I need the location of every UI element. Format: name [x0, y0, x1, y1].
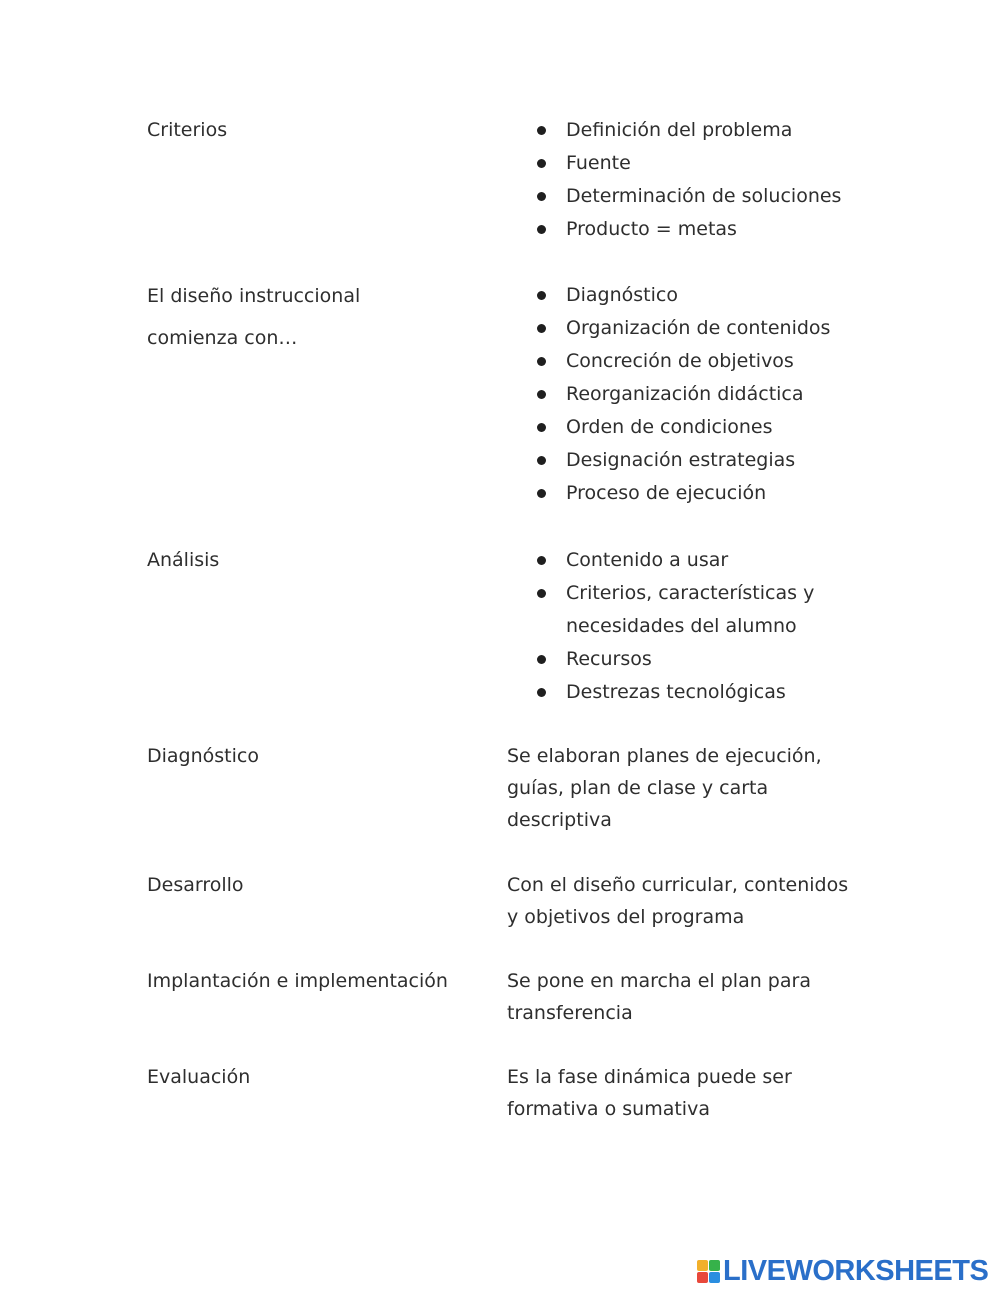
bullet-icon: [537, 556, 546, 565]
description-text: Con el diseño curricular, contenidos y objetivos del programa: [507, 874, 849, 928]
list-item: Recursos: [535, 643, 855, 676]
list-item: Organización de contenidos: [535, 312, 855, 345]
list-item: Concreción de objetivos: [535, 345, 855, 378]
term-label: Diagnóstico: [147, 745, 259, 767]
list-item: Diagnóstico: [535, 279, 855, 312]
list-item: Contenido a usar: [535, 544, 855, 577]
bullet-list: [535, 114, 855, 246]
bullet-icon: [537, 589, 546, 598]
list-item: Fuente: [535, 147, 855, 180]
term-label: El diseño instruccional comienza con…: [147, 285, 361, 349]
bullet-icon: [537, 357, 546, 366]
list-item: Designación estrategias: [535, 444, 855, 477]
bullet-icon: [537, 324, 546, 333]
bullet-icon: [537, 192, 546, 201]
list-item: Reorganización didáctica: [535, 378, 855, 411]
description-text: Se pone en marcha el plan para transferencia: [507, 970, 811, 1024]
list-item: Destrezas tecnológicas: [535, 676, 855, 709]
list-item: Proceso de ejecución: [535, 477, 855, 510]
list-item: Determinación de soluciones: [535, 180, 855, 213]
bullet-icon: [537, 225, 546, 234]
bullet-list: [535, 544, 855, 709]
bullet-icon: [537, 291, 546, 300]
term-label: Desarrollo: [147, 874, 244, 896]
description-text: Es la fase dinámica puede ser formativa o sumativa: [507, 1066, 792, 1120]
list-item: Definición del problema: [535, 114, 855, 147]
list-item: Orden de condiciones: [535, 411, 855, 444]
description-text: Se elaboran planes de ejecución, guías, plan de clase y carta descriptiva: [507, 745, 822, 831]
term-label: Análisis: [147, 549, 220, 571]
bullet-icon: [537, 159, 546, 168]
term-label: Evaluación: [147, 1066, 251, 1088]
bullet-icon: [537, 126, 546, 135]
bullet-icon: [537, 456, 546, 465]
term-label: Implantación e implementación: [147, 970, 448, 992]
bullet-icon: [537, 688, 546, 697]
bullet-icon: [537, 655, 546, 664]
logo-icon: [697, 1260, 720, 1283]
liveworksheets-logo: [697, 1256, 988, 1286]
bullet-icon: [537, 489, 546, 498]
logo-text: LIVEWORKSHEETS: [723, 1254, 989, 1287]
list-item: Criterios, características y necesidades del alumno: [535, 577, 855, 643]
bullet-icon: [537, 390, 546, 399]
list-item: Producto = metas: [535, 213, 855, 246]
bullet-icon: [537, 423, 546, 432]
term-label: Criterios: [147, 119, 228, 141]
bullet-list: [535, 279, 855, 510]
